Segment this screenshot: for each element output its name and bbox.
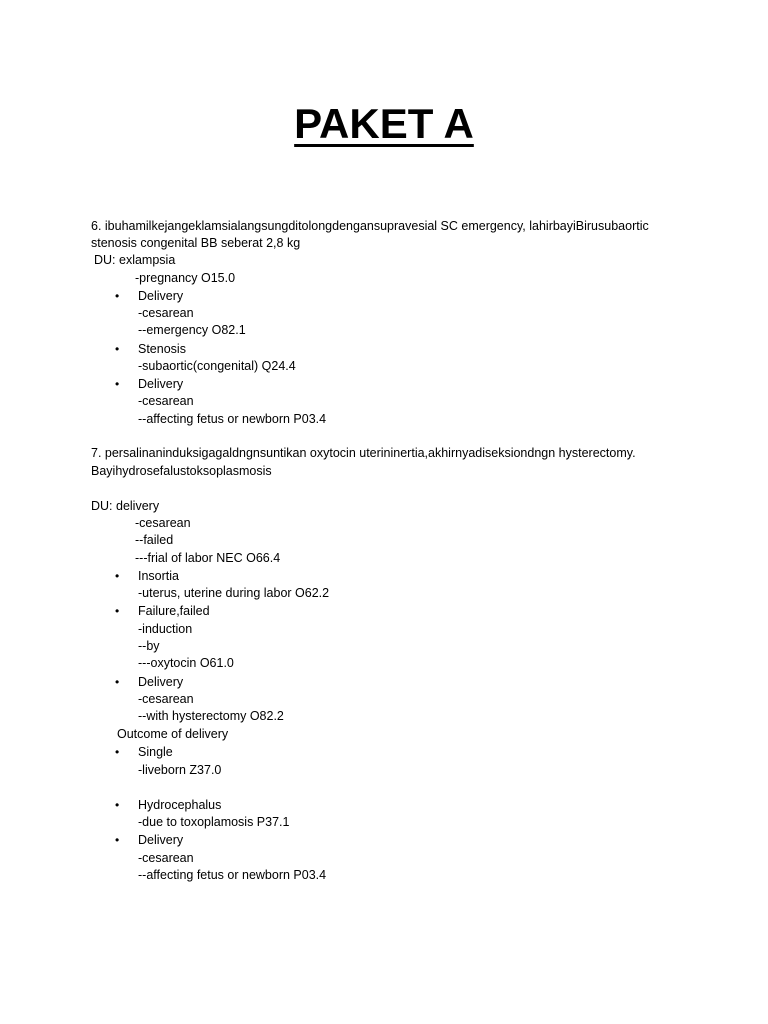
bullet-item: Delivery [138,377,184,391]
bullet-item: Stenosis [138,342,186,356]
text-line: --by [138,639,160,653]
text-line: -cesarean [138,306,194,320]
text-line: -cesarean [138,851,194,865]
bullet-item: Insortia [138,569,179,583]
bullet-icon: • [115,569,120,583]
bullet-icon: • [115,289,120,303]
bullet-item: Failure,failed [138,604,210,618]
bullet-item: Delivery [138,289,184,303]
bullet-icon: • [115,342,120,356]
text-line: --failed [135,533,174,547]
text-line: Bayihydrosefalustoksoplasmosis [91,464,272,478]
bullet-item: Delivery [138,833,184,847]
text-line: --affecting fetus or newborn P03.4 [138,868,327,882]
text-line: -cesarean [138,394,194,408]
bullet-icon: • [115,377,120,391]
text-line: --emergency O82.1 [138,323,246,337]
text-line: ---oxytocin O61.0 [138,656,234,670]
bullet-icon: • [115,604,120,618]
bullet-item: Single [138,745,173,759]
text-line: -pregnancy O15.0 [135,271,236,285]
text-line: -cesarean [135,516,191,530]
text-line: -due to toxoplamosis P37.1 [138,815,290,829]
text-line: --affecting fetus or newborn P03.4 [138,412,327,426]
text-line: DU: exlampsia [94,253,176,267]
text-line: Outcome of delivery [117,727,229,741]
bullet-icon: • [115,675,120,689]
bullet-item: Hydrocephalus [138,798,222,812]
page-title [0,96,768,152]
text-line: 7. persalinaninduksigagaldngnsuntikan oxytocin uterininertia,akhirnyadiseksiondngn hysterectomy. [91,446,636,460]
text-line: --with hysterectomy O82.2 [138,709,284,723]
text-line: -uterus, uterine during labor O62.2 [138,586,330,600]
text-line: -cesarean [138,692,194,706]
bullet-item: Delivery [138,675,184,689]
text-line: -subaortic(congenital) Q24.4 [138,359,296,373]
page-title-text: PAKET A [294,100,474,147]
bullet-icon: • [115,745,120,759]
text-line: stenosis congenital BB seberat 2,8 kg [91,236,301,250]
bullet-icon: • [115,833,120,847]
text-line: DU: delivery [91,499,160,513]
bullet-icon: • [115,798,120,812]
text-line: 6. ibuhamilkejangeklamsialangsungditolongdengansupravesial SC emergency, lahirbayiBirusubaortic [91,219,649,233]
text-line: ---frial of labor NEC O66.4 [135,551,281,565]
text-line: -liveborn Z37.0 [138,763,222,777]
text-line: -induction [138,622,193,636]
